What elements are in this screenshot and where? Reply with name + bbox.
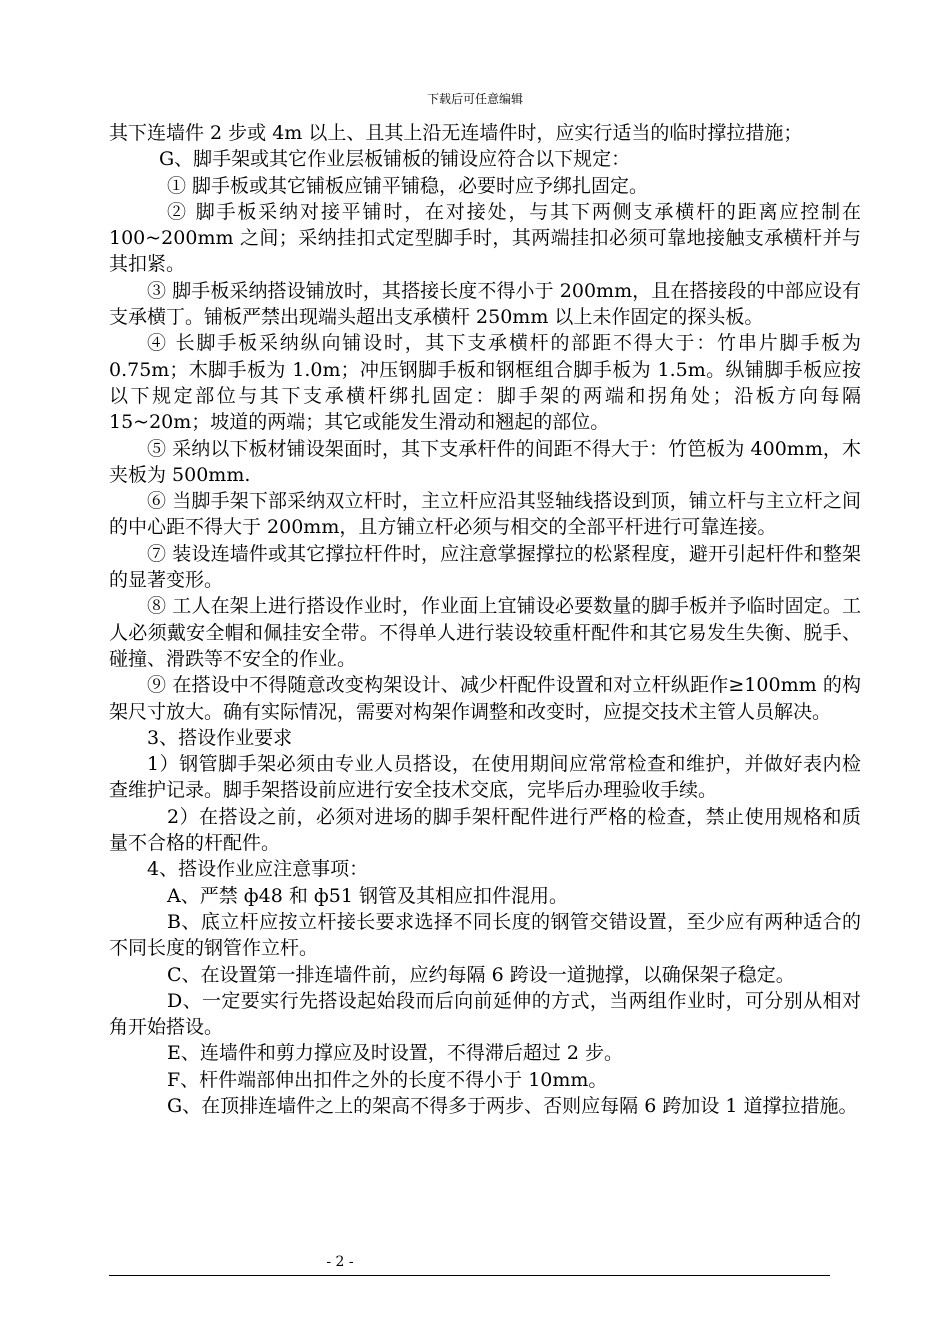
paragraph: C、在设置第一排连墙件前，应约每隔 6 跨设一道抛撑，以确保架子稳定。 [167,963,795,986]
paragraph: 1）钢管脚手架必须由专业人员搭设，在使用期间应常常检查和维护，并做好表内检查维护记录。脚手架搭设前应进行安全技术交底，完毕后办理验收手续。 [109,753,861,802]
paragraph: ② 脚手板采纳对接平铺时，在对接处，与其下两侧支承横杆的距离应控制在 100~200mm 之间；采纳挂扣式定型脚手时，其两端挂扣必须可靠地接触支承横杆并与其扣紧。 [109,200,861,276]
paragraph: D、一定要实行先搭设起始段而后向前延伸的方式，当两组作业时，可分别从相对角开始搭设。 [109,989,861,1039]
paragraph: ① 脚手板或其它铺板应铺平铺稳，必要时应予绑扎固定。 [167,174,649,197]
paragraph: ⑧ 工人在架上进行搭设作业时，作业面上宜铺设必要数量的脚手板并予临时固定。工人必须戴安全帽和佩挂安全带。不得单人进行装设较重杆配件和其它易发生失衡、脱手、碰撞、滑跌等不安全的作业。 [109,595,861,670]
paragraph: ⑤ 采纳以下板材铺设架面时，其下支承杆件的间距不得大于：竹笆板为 400mm，木夹板为 500mm. [109,437,861,486]
paragraph: E、连墙件和剪力撑应及时设置，不得滞后超过 2 步。 [167,1042,624,1065]
paragraph: ④ 长脚手板采纳纵向铺设时，其下支承横杆的部距不得大于：竹串片脚手板为 0.75m；木脚手板为 1.0m；冲压钢脚手板和钢框组合脚手板为 1.5m。纵铺脚手板应按以下规定部位与其下支承横杆绑扎固定：脚手架的两端和拐角处；沿板方向每隔 15~20m；坡道的两端；其它或能发生滑动和翘起的部位。 [109,332,861,434]
page-number: - 2 - [326,1254,354,1270]
paragraph: B、底立杆应按立杆接长要求选择不同长度的钢管交错设置，至少应有两种适合的不同长度的钢管作立杆。 [109,910,861,960]
paragraph: 其下连墙件 2 步或 4m 以上、且其上沿无连墙件时，应实行适当的临时撑拉措施； [109,122,803,144]
paragraph: ⑦ 装设连墙件或其它撑拉杆件时，应注意掌握撑拉的松紧程度，避开引起杆件和整架的显著变形。 [109,542,861,592]
paragraph: G、在顶排连墙件之上的架高不得多于两步、否则应每隔 6 跨加设 1 道撑拉措施。 [167,1094,858,1117]
page-header-note: 下载后可任意编辑 [426,92,523,106]
paragraph: ③ 脚手板采纳搭设铺放时，其搭接长度不得小于 200mm，且在搭接段的中部应设有支承横丁。铺板严禁出现端头超出支承横杆 250mm 以上未作固定的探头板。 [109,279,861,329]
section-heading: 4、搭设作业应注意事项： [147,858,369,881]
paragraph: F、杆件端部伸出扣件之外的长度不得小于 10mm。 [167,1068,608,1091]
paragraph: A、严禁 ф48 和 ф51 钢管及其相应扣件混用。 [167,884,568,907]
paragraph: G、脚手架或其它作业层板铺板的铺设应符合以下规定： [159,148,631,171]
paragraph: 2）在搭设之前，必须对进场的脚手架杆配件进行严格的检查，禁止使用规格和质量不合格的杆配件。 [109,805,861,855]
paragraph: ⑨ 在搭设中不得随意改变构架设计、减少杆配件设置和对立杆纵距作≥100mm 的构架尺寸放大。确有实际情况，需要对构架作调整和改变时，应提交技术主管人员解决。 [109,674,861,723]
section-heading: 3、搭设作业要求 [147,726,293,749]
document-body [109,120,861,1119]
footer-rule [109,1275,830,1276]
paragraph: ⑥ 当脚手架下部采纳双立杆时，主立杆应沿其竖轴线搭设到顶，铺立杆与主立杆之间的中心距不得大于 200mm，且方铺立杆必须与相交的全部平杆进行可靠连接。 [109,490,861,539]
